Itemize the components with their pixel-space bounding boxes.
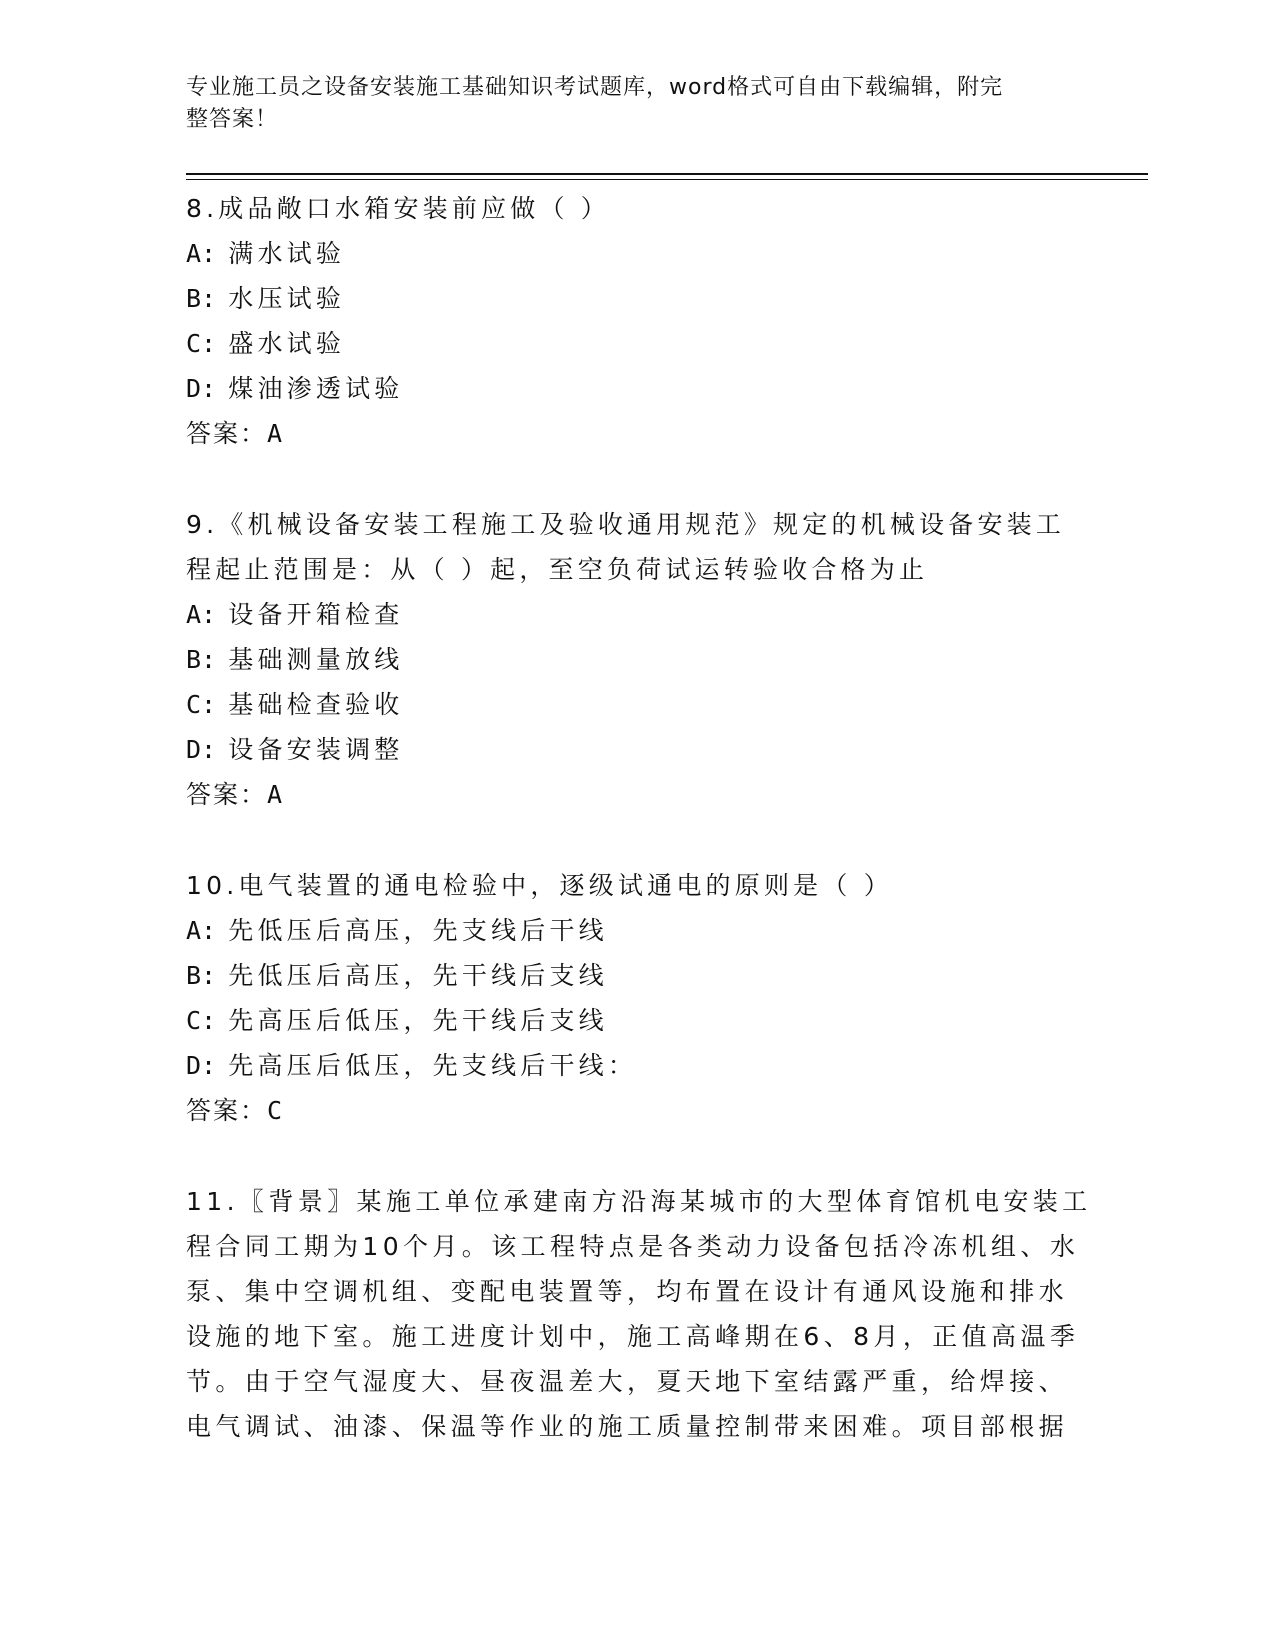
answer-label: 答案：	[186, 780, 268, 809]
question-8	[186, 186, 1086, 456]
option-text: 煤油渗透试验	[228, 374, 404, 403]
option-a	[186, 592, 1086, 637]
option-letter: B:	[186, 284, 217, 313]
option-text: 先低压后高压，先干线后支线	[228, 961, 608, 990]
option-text: 设备开箱检查	[228, 600, 404, 629]
option-d	[186, 727, 1086, 772]
header-rule-thin	[186, 179, 1148, 180]
option-b	[186, 637, 1086, 682]
question-10	[186, 863, 1086, 1133]
option-text: 先高压后低压，先支线后干线：	[228, 1051, 638, 1080]
option-letter: D:	[186, 735, 217, 764]
paragraph-line: 程合同工期为10个月。该工程特点是各类动力设备包括冷冻机组、水	[186, 1232, 1080, 1261]
option-letter: A:	[186, 600, 217, 629]
paragraph-line: 设施的地下室。施工进度计划中，施工高峰期在6、8月，正值高温季	[186, 1322, 1080, 1351]
option-letter: B:	[186, 961, 217, 990]
option-text: 满水试验	[228, 239, 346, 268]
option-letter: C:	[186, 329, 217, 358]
option-letter: D:	[186, 374, 217, 403]
question-stem: 8.成品敞口水箱安装前应做（ ）	[186, 194, 611, 223]
answer-line	[186, 1088, 1086, 1133]
answer-label: 答案：	[186, 1096, 268, 1125]
option-letter: A:	[186, 239, 217, 268]
question-list	[186, 186, 1092, 1449]
question-11	[186, 1179, 1092, 1449]
option-text: 先低压后高压，先支线后干线	[228, 916, 608, 945]
option-text: 盛水试验	[228, 329, 346, 358]
paragraph-line: 节。由于空气湿度大、昼夜温差大，夏天地下室结露严重，给焊接、	[186, 1367, 1069, 1396]
paragraph-line: 电气调试、油漆、保温等作业的施工质量控制带来困难。项目部根据	[186, 1412, 1069, 1441]
option-letter: D:	[186, 1051, 217, 1080]
header-rule-thick	[186, 173, 1148, 175]
option-letter: C:	[186, 1006, 217, 1035]
option-text: 先高压后低压，先干线后支线	[228, 1006, 608, 1035]
answer-line	[186, 411, 1086, 456]
option-b	[186, 276, 1086, 321]
spacer	[186, 456, 1086, 502]
spacer	[186, 817, 1086, 863]
option-a	[186, 231, 1086, 276]
option-text: 水压试验	[228, 284, 346, 313]
option-c	[186, 998, 1086, 1043]
option-text: 基础检查验收	[228, 690, 404, 719]
option-d	[186, 366, 1086, 411]
question-stem-line-2: 程起止范围是：从（ ）起，至空负荷试运转验收合格为止	[186, 555, 929, 584]
paragraph-line: 泵、集中空调机组、变配电装置等，均布置在设计有通风设施和排水	[186, 1277, 1069, 1306]
option-c	[186, 682, 1086, 727]
question-9	[186, 502, 1086, 817]
paragraph-line: 11.〖背景〗某施工单位承建南方沿海某城市的大型体育馆机电安装工	[186, 1187, 1092, 1216]
option-letter: C:	[186, 690, 217, 719]
answer-value: C	[267, 1096, 283, 1125]
answer-line	[186, 772, 1086, 817]
option-text: 设备安装调整	[228, 735, 404, 764]
option-text: 基础测量放线	[228, 645, 404, 674]
answer-value: A	[267, 780, 283, 809]
option-c	[186, 321, 1086, 366]
question-stem: 10.电气装置的通电检验中，逐级试通电的原则是（ ）	[186, 871, 893, 900]
answer-label: 答案：	[186, 419, 268, 448]
header-line-1: 专业施工员之设备安装施工基础知识考试题库，word格式可自由下载编辑，附完	[186, 75, 1004, 100]
option-letter: B:	[186, 645, 217, 674]
spacer	[186, 1133, 1086, 1179]
question-stem-line-1: 9.《机械设备安装工程施工及验收通用规范》规定的机械设备安装工	[186, 510, 1066, 539]
page-header	[186, 72, 1066, 136]
answer-value: A	[267, 419, 283, 448]
option-d	[186, 1043, 1086, 1088]
option-a	[186, 908, 1086, 953]
option-b	[186, 953, 1086, 998]
header-line-2: 整答案！	[186, 107, 279, 132]
option-letter: A:	[186, 916, 217, 945]
